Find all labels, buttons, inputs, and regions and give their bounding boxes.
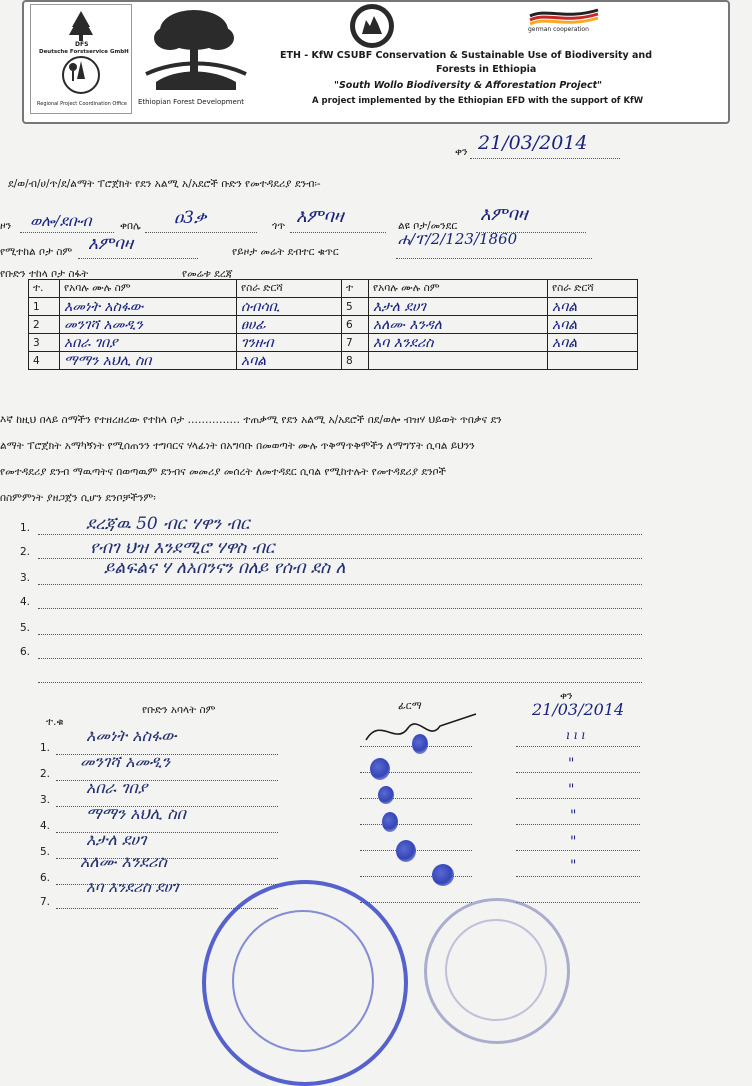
sig-row-no: 7. (40, 896, 51, 908)
members-table-header (29, 280, 638, 298)
got-label: ጎጥ (272, 220, 286, 232)
date-label: ቀን (455, 146, 468, 158)
header-no-2: ተ (342, 280, 369, 298)
sig-row-date: ı ı ı (566, 728, 586, 742)
row-no-2: 5 (342, 298, 369, 316)
dfs-name: DFS (75, 41, 89, 48)
special-place-label: ልዩ ቦታ/መንደር (398, 220, 458, 232)
header-name-2: የአባሉ ሙሉ ስም (369, 280, 548, 298)
sig-row-no: 2. (40, 768, 51, 780)
row-no: 3 (29, 334, 60, 352)
table-row (29, 334, 638, 352)
row-no: 1 (29, 298, 60, 316)
sig-row-no: 5. (40, 846, 51, 858)
sig-row-date: " (570, 858, 577, 874)
member-name: ማማን አህሊ ስበ (60, 352, 237, 370)
center-emblem-logo (332, 2, 412, 50)
cert-label: የይዞታ መሬት ደብተር ቁጥር (232, 246, 339, 258)
sig-signature-header: ፊርማ (398, 700, 422, 712)
sig-row-name: እባ እንደሪስ ደሀገ (86, 878, 179, 896)
sig-date-header: ቀን (560, 690, 573, 702)
sig-no-header: ተ.ቁ (46, 716, 64, 728)
thumbprint-4 (382, 812, 398, 832)
sig-row-name: አበራ ገበያ (86, 778, 148, 797)
sig-row-date: " (570, 808, 577, 824)
header-no: ተ. (29, 280, 60, 298)
date-value: 21/03/2014 (478, 132, 588, 154)
efd-caption: Ethiopian Forest Development (138, 98, 245, 106)
plant-place-value: እምባዛ (88, 234, 133, 254)
sig-row-name: እመነት አስፋው (86, 726, 177, 745)
project-title-1: ETH - KfW CSUBF Conservation & Sustainable Use of Biodiversity and (280, 50, 652, 61)
thumbprint-3 (378, 786, 394, 804)
member-name-2: አለሙ እንዳለ (369, 316, 548, 334)
sig-row-date: " (568, 756, 575, 772)
sig-row-date: " (568, 782, 575, 798)
paragraph-line-2: ልማት ፐሮጀክት አማካኝነት የሚሰጠንን ተግባርና ሃላፊነት በአግባቡ በመወጣት ሙሉ ጥቅማጥቅሞችን ለማግኘት ሲባል ይህንን (0, 440, 475, 452)
sig-row-name: እታለ ደሀገ (86, 830, 147, 849)
rule-no: 4. (20, 596, 31, 608)
member-role-2: አባል (548, 316, 638, 334)
implemented-by: A project implemented by the Ethiopian EFD with the support of KfW (312, 96, 644, 106)
member-name: እመነት አስፋው (60, 298, 237, 316)
row-no-2: 7 (342, 334, 369, 352)
sig-row-name: አለሙ እንደሪስ (80, 852, 167, 871)
thumbprint-1 (412, 734, 428, 754)
special-place-value: እምባዛ (480, 204, 528, 225)
wildlife-emblem-icon (332, 2, 412, 50)
got-value: እምባዛ (296, 206, 344, 227)
cert-value: ሐ/ፐ/2/123/1860 (398, 230, 518, 248)
sig-row-no: 6. (40, 872, 51, 884)
kebele-value: ዐ3ቃ (174, 208, 207, 228)
sig-name-header: የቡድን አባላት ስም (142, 704, 216, 716)
member-role: ፀሀፊ (237, 316, 342, 334)
official-stamp-right (424, 898, 570, 1044)
table-row (29, 298, 638, 316)
row-no-2: 6 (342, 316, 369, 334)
row-no-2: 8 (342, 352, 369, 370)
header-role: የስራ ድርሻ (237, 280, 342, 298)
group-place-label: የቡድን ተከላ ቦታ ስፋት (0, 268, 89, 280)
rule-no: 6. (20, 646, 31, 658)
rule-text: ይልፍልና ሃ ለአበንናን በለይ የሰብ ደስ ለ (104, 558, 346, 578)
member-name: አበራ ገበያ (60, 334, 237, 352)
thumbprint-2 (370, 758, 390, 780)
member-role-2: አባል (548, 334, 638, 352)
project-subtitle: "South Wollo Biodiversity & Afforestation Project" (334, 80, 603, 91)
header-role-2: የስራ ድርሻ (548, 280, 638, 298)
thumbprint-5 (396, 840, 416, 862)
sig-row-name: መንገሻ አመዲን (80, 752, 171, 771)
land-grade-label: የመሬቱ ደረጃ (182, 268, 233, 280)
zone-label: ዞን (0, 220, 12, 232)
member-role: ገንዘብ (237, 334, 342, 352)
members-table (28, 279, 638, 370)
thumbprint-6 (432, 864, 454, 886)
german-cooperation-text: german cooperation (528, 26, 589, 33)
official-stamp-left (202, 880, 408, 1086)
rule-no: 3. (20, 572, 31, 584)
dfs-logo (30, 4, 132, 114)
rule-no: 1. (20, 522, 31, 534)
table-row (29, 352, 638, 370)
member-name-2 (369, 352, 548, 370)
sig-row-no: 1. (40, 742, 51, 754)
rule-no: 5. (20, 622, 31, 634)
paragraph-line-4: በስምምነት ያዘጋጀን ሲሆን ደንቦቻችንም፡ (0, 492, 156, 504)
paragraph-line-3: የመተዳደሪያ ደንብ ማዉጣትና በወጣዉም ደንብና መመሪያ መሰረት ለመተዳደር ሲባል የሚከተሉት የመተዳደሪያ ደንቦች (0, 466, 447, 478)
member-role-2 (548, 352, 638, 370)
sig-row-date: " (570, 834, 577, 850)
rule-text: ደረጃዉ 50 ብር ሃዋን ብር (86, 514, 250, 534)
rule-no: 2. (20, 546, 31, 558)
kebele-label: ቀበሌ (120, 220, 141, 232)
paragraph-line-1: እኛ ከዚህ በላይ ስማችን የተዘረዘረው የተከላ ቦታ …………… ተጠቃሚ የደን አልሚ አ/አደሮች በደ/ወሎ ብዝሃ ህይወት ጥበቃና ደን (0, 414, 502, 426)
dfs-caption: Regional Project Coordination Office (37, 101, 127, 107)
member-role: አባል (237, 352, 342, 370)
dfs-subtitle: Deutsche Forstservice GmbH (39, 49, 129, 55)
member-name: መንገሻ አመዲን (60, 316, 237, 334)
table-row (29, 316, 638, 334)
german-cooperation-logo (526, 6, 602, 40)
flag-stripes-icon (526, 6, 602, 26)
member-name-2: እባ እንደሪስ (369, 334, 548, 352)
row-no: 2 (29, 316, 60, 334)
zone-value: ወሎ/ደቡብ (30, 212, 92, 230)
sig-date-value: 21/03/2014 (532, 700, 625, 719)
sig-row-no: 3. (40, 794, 51, 806)
member-role-2: አባል (548, 298, 638, 316)
sig-row-name: ማማን አህሊ ስበ (86, 804, 186, 823)
plant-place-label: የሚተከል ቦታ ስም (0, 246, 73, 258)
efd-logo (136, 4, 252, 110)
member-name-2: እታለ ደሀገ (369, 298, 548, 316)
intro-line: ደ/ወ/ብ/ሀ/ጥ/ደ/ልማት ፐሮጀክት የደን አልሚ አ/አደሮች ቡድን የመተዳደሪያ ደንብ፡- (8, 178, 321, 190)
dfs-tree-emblem-icon (31, 5, 131, 113)
rule-text: የብገ ህዝ እንደሚሮ ሃዋስ ብር (90, 538, 275, 558)
header-name: የአባሉ ሙሉ ስም (60, 280, 237, 298)
member-role: ሰብሳቢ (237, 298, 342, 316)
sig-row-no: 4. (40, 820, 51, 832)
row-no: 4 (29, 352, 60, 370)
project-title-2: Forests in Ethiopia (436, 64, 537, 75)
tree-emblem-icon (136, 4, 252, 94)
